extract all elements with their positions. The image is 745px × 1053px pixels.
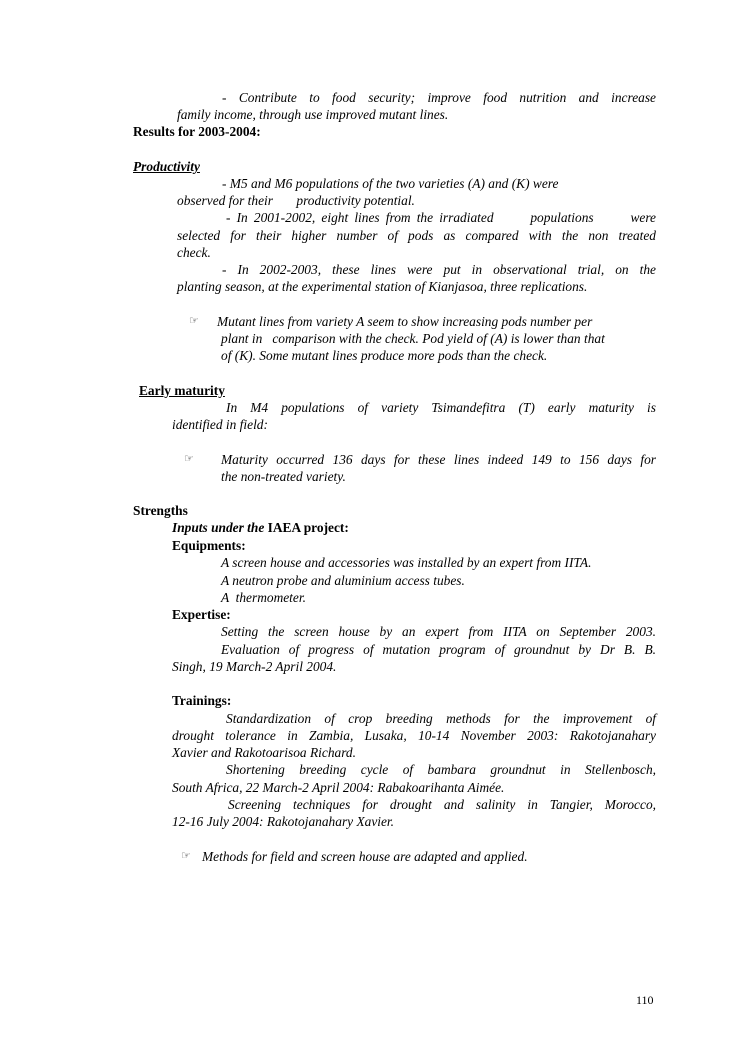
productivity-p2-line-2: selected for their higher number of pods as compared with the non treated	[177, 228, 656, 243]
training-2-line-2: South Africa, 22 March-2 April 2004: Rabakoarihanta Aimée.	[172, 780, 505, 795]
inputs-heading-bold: IAEA project:	[264, 520, 349, 535]
productivity-p1-line-2: observed for their productivity potential.	[177, 193, 415, 208]
expertise-line-2: Evaluation of progress of mutation program of groundnut by Dr B. B.	[221, 642, 656, 657]
inputs-heading-italic: Inputs under the	[172, 520, 265, 535]
results-heading: Results for 2003-2004:	[133, 124, 261, 139]
early-maturity-note-line-1: Maturity occurred 136 days for these lines indeed 149 to 156 days for	[221, 452, 656, 467]
productivity-heading: Productivity	[133, 159, 200, 174]
intro-line-1: - Contribute to food security; improve food nutrition and increase	[222, 90, 656, 105]
productivity-p2-line-3: check.	[177, 245, 211, 260]
early-maturity-line-1: In M4 populations of variety Tsimandefitra (T) early maturity is	[226, 400, 656, 415]
productivity-p3-line-2: planting season, at the experimental station of Kianjasoa, three replications.	[177, 279, 588, 294]
training-3-line-1: Screening techniques for drought and salinity in Tangier, Morocco,	[228, 797, 656, 812]
training-1-line-3: Xavier and Rakotoarisoa Richard.	[172, 745, 356, 760]
productivity-p3-line-1: - In 2002-2003, these lines were put in observational trial, on the	[222, 262, 656, 277]
expertise-line-1: Setting the screen house by an expert from IITA on September 2003.	[221, 624, 656, 639]
pointing-hand-icon: ☞	[181, 850, 191, 862]
equipments-label: Equipments:	[172, 538, 246, 553]
intro-line-2: family income, through use improved mutant lines.	[177, 107, 449, 122]
strengths-heading: Strengths	[133, 503, 188, 518]
equipment-item: A thermometer.	[221, 590, 306, 605]
early-maturity-note-line-2: the non-treated variety.	[221, 469, 346, 484]
training-1-line-2: drought tolerance in Zambia, Lusaka, 10-14 November 2003: Rakotojanahary	[172, 728, 656, 743]
pointing-hand-icon: ☞	[184, 453, 194, 465]
productivity-note-line-1: Mutant lines from variety A seem to show increasing pods number per	[217, 314, 593, 329]
early-maturity-heading: Early maturity	[139, 383, 225, 398]
early-maturity-line-2: identified in field:	[172, 417, 268, 432]
equipment-item: A screen house and accessories was installed by an expert from IITA.	[221, 555, 592, 570]
trainings-label: Trainings:	[172, 693, 232, 708]
training-2-line-1: Shortening breeding cycle of bambara groundnut in Stellenbosch,	[226, 762, 656, 777]
training-3-line-2: 12-16 July 2004: Rakotojanahary Xavier.	[172, 814, 395, 829]
strengths-note: Methods for field and screen house are adapted and applied.	[202, 849, 528, 864]
productivity-note-line-3: of (K). Some mutant lines produce more pods than the check.	[221, 348, 548, 363]
page-number: 110	[636, 993, 654, 1007]
equipment-item: A neutron probe and aluminium access tubes.	[221, 573, 465, 588]
expertise-line-3: Singh, 19 March-2 April 2004.	[172, 659, 337, 674]
pointing-hand-icon: ☞	[189, 315, 199, 327]
productivity-p1-line-1: - M5 and M6 populations of the two varieties (A) and (K) were	[222, 176, 559, 191]
inputs-heading	[172, 519, 349, 536]
training-1-line-1: Standardization of crop breeding methods for the improvement of	[226, 711, 656, 726]
productivity-p2-line-1: - In 2001-2002, eight lines from the irradiated populations were	[226, 210, 656, 225]
productivity-note-line-2: plant in comparison with the check. Pod yield of (A) is lower than that	[221, 331, 605, 346]
expertise-label: Expertise:	[172, 607, 231, 622]
